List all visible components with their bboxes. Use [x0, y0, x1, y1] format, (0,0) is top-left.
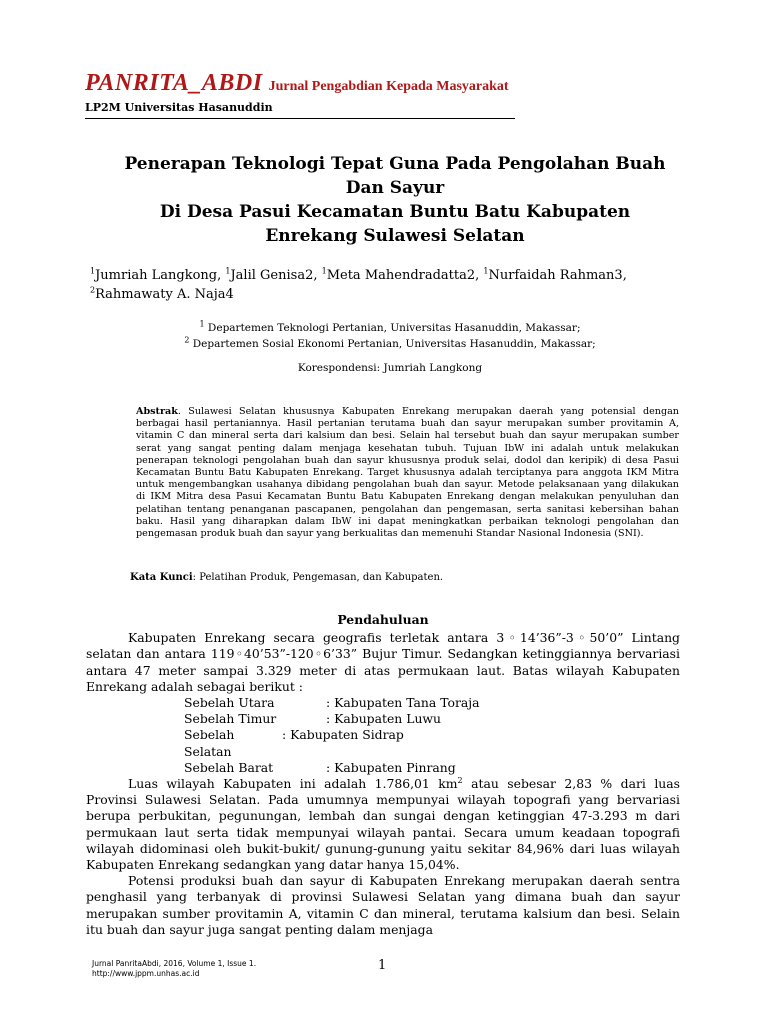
journal-name: PANRITA_ABDI [85, 70, 263, 96]
keywords-text: : Pelatihan Produk, Pengemasan, dan Kabupaten. [192, 572, 444, 583]
keywords-label: Kata Kunci [130, 572, 193, 583]
author-affil-marker: 2 [90, 285, 96, 295]
title-line: Penerapan Teknologi Tepat Guna Pada Pengolahan Buah [124, 154, 666, 174]
affiliation-1 [90, 320, 690, 336]
footer-citation: Jurnal PanritaAbdi, 2016, Volume 1, Issue 1. [92, 959, 257, 968]
border-value: : Kabupaten Luwu [326, 711, 442, 727]
affiliation-text: Departemen Teknologi Pertanian, Universitas Hasanuddin, Makassar; [204, 322, 581, 334]
author-name: Rahmawaty A. Naja4 [95, 287, 234, 302]
border-direction: Sebelah Timur [184, 711, 277, 727]
border-row [86, 727, 680, 759]
journal-brand [85, 70, 515, 97]
paragraph: Potensi produksi buah dan sayur di Kabupaten Enrekang merupakan daerah sentra penghasil yang terbanyak di provinsi Sulawesi Selatan yang dimana buah dan sayur merupakan sumber provitamin A, vitamin C dan mineral, terutama kalsium dan besi. Selain itu buah dan sayur juga sangat penting dalam menjaga [86, 873, 680, 937]
border-value: : Kabupaten Tana Toraja [326, 695, 480, 711]
author-affil-marker: 1 [225, 266, 231, 276]
border-list [86, 695, 680, 776]
paragraph: Kabupaten Enrekang secara geografis terletak antara 3◦14’36”-3◦50’0” Lintang selatan dan antara 119◦40’53”-120◦6’33” Bujur Timur. Sedangkan ketinggiannya bervariasi antara 47 meter sampai 3.329 meter di atas permukaan laut. Batas wilayah Kabupaten Enrekang adalah sebagai berikut : [86, 630, 680, 694]
correspondence: Korespondensi: Jumriah Langkong [297, 362, 483, 374]
affiliations [90, 320, 690, 352]
author-name: Jalil Genisa2, [230, 268, 322, 283]
author-list [90, 266, 690, 304]
keywords [130, 572, 690, 583]
title-line: Dan Sayur [345, 178, 445, 198]
journal-subtitle: Jurnal Pengabdian Kepada Masyarakat [268, 79, 509, 94]
abstract-label: Abstrak [136, 406, 178, 417]
section-heading: Pendahuluan [337, 612, 429, 627]
affiliation-2 [90, 336, 690, 352]
title-line: Enrekang Sulawesi Selatan [265, 226, 525, 246]
journal-header [85, 70, 515, 119]
paper-title [85, 152, 705, 248]
abstract [136, 406, 679, 540]
paragraph [86, 776, 680, 873]
affiliation-text: Departemen Sosial Ekonomi Pertanian, Universitas Hasanuddin, Makassar; [189, 338, 596, 350]
border-row [86, 760, 680, 776]
paragraph-text: atau sebesar 2,83 % dari luas Provinsi Sulawesi Selatan. Pada umumnya mempunyai wilayah topografi yang bervariasi berupa perbukitan, pegunungan, lembah dan sungai dengan ketinggian 47-3.293 m dari permukaan laut serta tidak mempunyai wilayah pantai. Secara umum keadaan topografi wilayah didominasi oleh bukit-bukit/ gunung-gunung yaitu sekitar 84,96% dari luas wilayah Kabupaten Enrekang sedangkan yang datar hanya 15,04%. [86, 776, 681, 873]
affiliation-marker: 1 [199, 319, 205, 329]
footer-url[interactable]: http://www.jppm.unhas.ac.id [92, 969, 200, 978]
border-row [86, 711, 680, 727]
author-name: Nurfaidah Rahman3, [488, 268, 627, 283]
border-value: : Kabupaten Pinrang [326, 759, 456, 775]
author-name: Jumriah Langkong, [95, 268, 226, 283]
page-footer [92, 959, 392, 979]
institution-name: LP2M Universitas Hasanuddin [85, 101, 515, 119]
border-direction: Sebelah Barat [184, 759, 274, 775]
author-affil-marker: 1 [483, 266, 489, 276]
title-line: Di Desa Pasui Kecamatan Buntu Batu Kabupaten [159, 202, 631, 222]
border-direction: Sebelah Selatan [184, 727, 235, 759]
border-direction: Sebelah Utara [184, 695, 275, 711]
superscript: 2 [457, 775, 463, 785]
page-number: 1 [378, 958, 387, 973]
paragraph-text: Luas wilayah Kabupaten ini adalah 1.786,01 km [128, 776, 458, 792]
border-value: : Kabupaten Sidrap [282, 727, 404, 743]
affiliation-marker: 2 [184, 335, 190, 345]
abstract-text: . Sulawesi Selatan khususnya Kabupaten Enrekang merupakan daerah yang potensial dengan berbagai hasil pertaniannya. Hasil pertanian terutama buah dan sayur merupakan sumber provitamin A, vitamin C dan mineral serta dari kalsium dan besi. Selain hal tersebut buah dan sayur merupakan sumber serat yang sangat penting dalam menjaga kesehatan tubuh. Tujuan IbW ini adalah untuk melakukan penerapan teknologi pengolahan buah dan sayur khususnya produk selai, dodol dan keripik) di desa Pasui Kecamatan Buntu Batu Kabupaten Enrekang. Target khususnya adalah terciptanya para anggota IKM Mitra untuk mengembangkan usahanya dibidang pengolahan buah dan sayur. Metode pelaksanaan yang dilakukan di IKM Mitra desa Pasui Kecamatan Buntu Batu Kabupaten Enrekang dengan melakukan penyuluhan dan pelatihan tentang penanganan pascapanen, pengolahan dan pengemasan, serta sanitasi kebersihan bahan baku. Hasil yang diharapkan dalam IbW ini dapat meningkatkan perbaikan teknologi pengolahan dan pengemasan produk buah dan sayur yang berkualitas dan memenuhi Standar Nasional Indonesia (SNI). [136, 406, 679, 540]
author-affil-marker: 1 [321, 266, 327, 276]
introduction-section [86, 612, 680, 938]
author-name: Meta Mahendradatta2, [326, 268, 484, 283]
border-row [86, 695, 680, 711]
author-affil-marker: 1 [90, 266, 96, 276]
